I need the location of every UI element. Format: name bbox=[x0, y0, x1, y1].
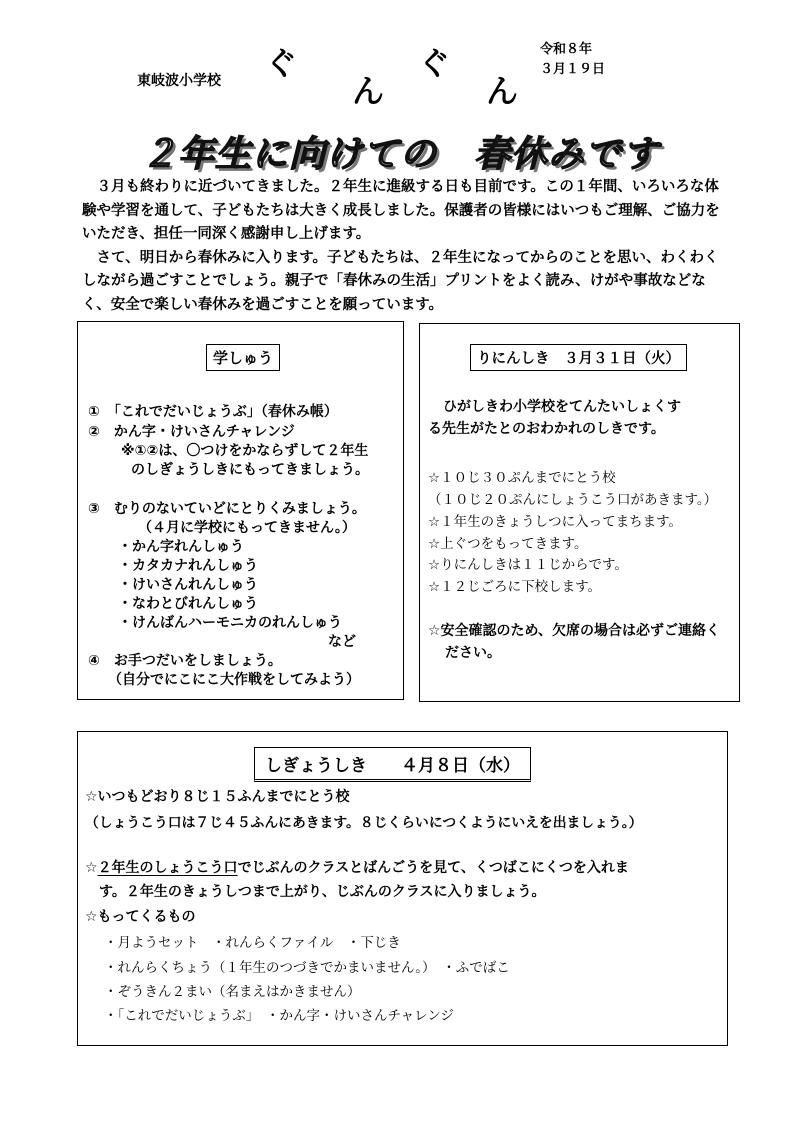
bring-item: ・れんらくちょう（１年生のつづきでかまいません。） ・ふでばこ bbox=[104, 960, 510, 976]
study-line: ※①②は、〇つけをかならずして２年生 bbox=[121, 443, 369, 459]
study-line: （４月に学校にもってきません。） bbox=[138, 520, 356, 536]
intro-paragraph: ３月も終わりに近づいてきました。２年生に進級する日も目前です。この１年間、いろいろな体験や学習を通して、子どもたちは大きく成長しました。保護者の皆様にはいつもご理解、ご協力をいただき、担任一同深く感謝申し上げます。 bbox=[82, 179, 720, 243]
study-line: ① 「これでだいじょうぶ」（春休み帳） bbox=[88, 404, 338, 420]
opening-line bbox=[85, 857, 629, 877]
title-char: ん bbox=[352, 72, 385, 110]
opening-line: ☆いつもどおり８じ１５ふんまでにとう校 bbox=[85, 789, 350, 805]
issue-era: 令和８年 bbox=[540, 42, 593, 57]
study-box bbox=[77, 321, 404, 700]
bring-item: ・月ようセット ・れんらくファイル ・下じき bbox=[104, 935, 401, 951]
issue-date bbox=[540, 40, 605, 80]
opening-line-rest: でじぶんのクラスとばんごうを見て、くつばこにくつを入れま bbox=[237, 860, 629, 876]
study-line: ・けいさんれんしゅう bbox=[118, 577, 258, 593]
bring-item: ・「これでだいじょうぶ」 ・かん字・けいさんチャレンジ bbox=[104, 1008, 454, 1024]
farewell-line: ☆りにんしきは１１じからです。 bbox=[428, 557, 628, 573]
farewell-box bbox=[419, 323, 740, 702]
bring-item: ・ぞうきん２まい（名まえはかきません） bbox=[104, 984, 361, 1000]
study-line: ② かん字・けいさんチャレンジ bbox=[88, 424, 295, 440]
study-line: ④ お手つだいをしましょう。 bbox=[88, 653, 282, 669]
study-line: ・なわとびれんしゅう bbox=[118, 596, 258, 612]
farewell-line: ☆１０じ３０ぷんまでにとう校 bbox=[428, 470, 616, 486]
intro-text bbox=[82, 176, 722, 318]
study-line: （自分でにこにこ大作戦をしてみよう） bbox=[108, 672, 360, 688]
star-mark: ☆ bbox=[85, 860, 98, 876]
entrance-emphasis: ２年生のしょうこう口 bbox=[97, 860, 238, 876]
study-line: ③ むりのないていどにとりくみましょう。 bbox=[88, 501, 366, 517]
farewell-title: りにんしき ３月３１日（火） bbox=[470, 344, 687, 371]
farewell-line: ☆１年生のきょうしつに入ってまちます。 bbox=[428, 514, 683, 530]
farewell-line: ださい。 bbox=[445, 645, 501, 661]
title-char: ん bbox=[486, 72, 519, 110]
title-char: ぐ bbox=[265, 44, 298, 82]
study-line: ・かん字れんしゅう bbox=[118, 539, 244, 555]
opening-line: す。２年生のきょうしつまで上がり、じぶんのクラスに入りましょう。 bbox=[99, 884, 546, 900]
farewell-line: る先生がたとのおわかれのしきです。 bbox=[428, 421, 665, 437]
study-line: など bbox=[328, 634, 356, 650]
school-name: 東岐波小学校 bbox=[137, 73, 221, 89]
farewell-line: ☆上ぐつをもってきます。 bbox=[428, 536, 588, 552]
study-line: のしぎょうしきにもってきましょう。 bbox=[131, 462, 369, 478]
bring-title: ☆もってくるもの bbox=[85, 909, 196, 925]
farewell-line: ☆安全確認のため、欠席の場合は必ずご連絡く bbox=[428, 623, 720, 639]
opening-line: （しょうこう口は７じ４５ふんにあきます。８じくらいにつくようにいえを出ましょう。） bbox=[85, 815, 643, 831]
opening-box bbox=[77, 731, 728, 1046]
opening-title: しぎょうしき ４月８日（水） bbox=[254, 747, 531, 782]
title-char: ぐ bbox=[418, 44, 451, 82]
issue-day: ３月１９日 bbox=[540, 62, 606, 77]
study-line: ・けんばんハーモニカのれんしゅう bbox=[118, 615, 342, 631]
farewell-line: ひがしきわ小学校をてんたいしょくす bbox=[443, 399, 681, 415]
farewell-line: ☆１２じごろに下校します。 bbox=[428, 579, 602, 595]
study-title: 学しゅう bbox=[206, 344, 280, 371]
intro-paragraph: さて、明日から春休みに入ります。子どもたちは、２年生になってからのことを思い、わくわくしながら過ごすことでしょう。親子で「春休みの生活」プリントをよく読み、けがや事故などなく、安全で楽しい春休みを過ごすことを願っています。 bbox=[82, 249, 719, 313]
headline: ２年生に向けての 春休みです bbox=[140, 134, 659, 175]
study-line: ・カタカナれんしゅう bbox=[118, 558, 258, 574]
farewell-line: （１０じ２０ぷんにしょうこう口があきます。） bbox=[428, 492, 718, 508]
